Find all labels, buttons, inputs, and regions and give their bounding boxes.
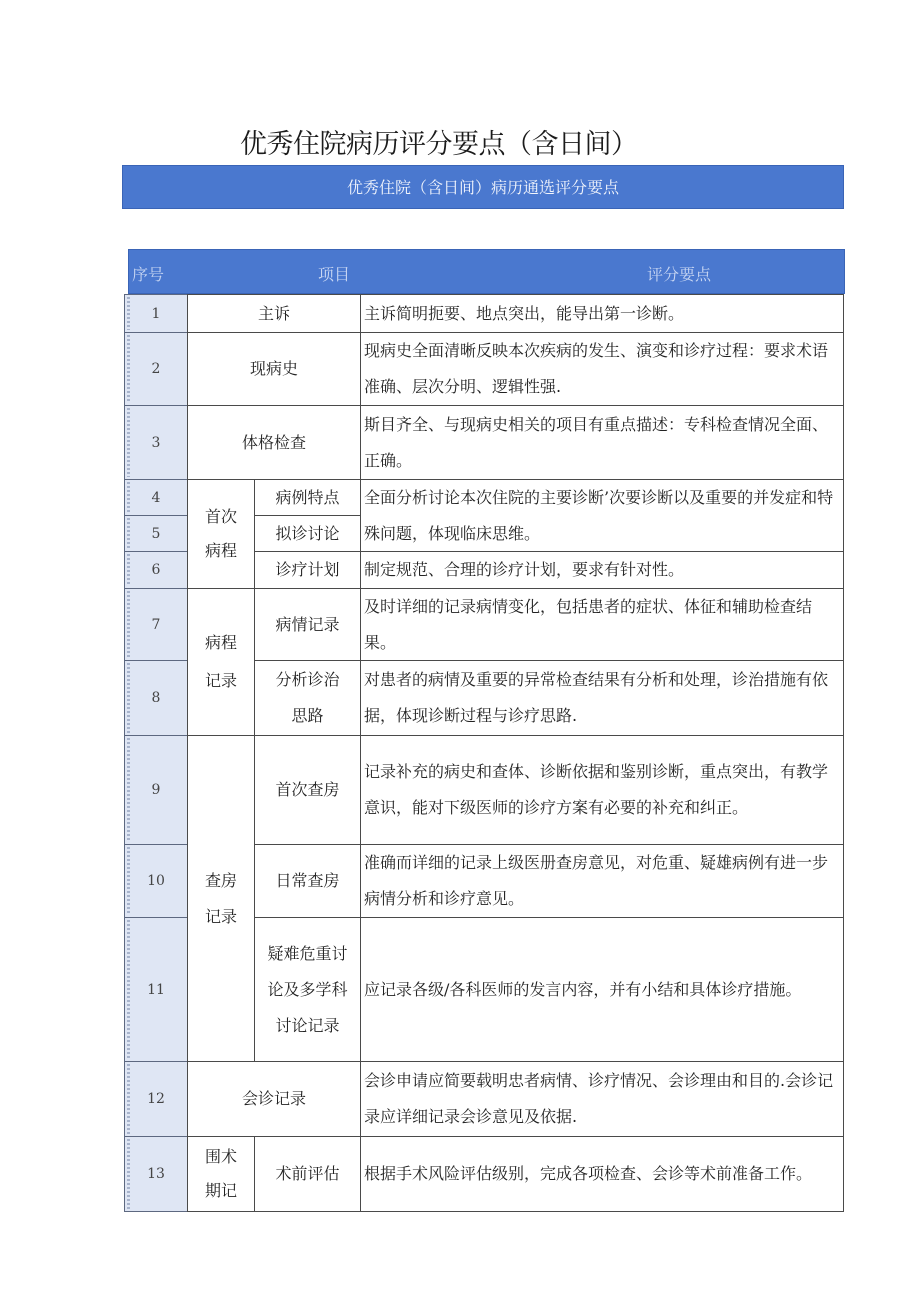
row-item: 会诊记录 — [187, 1061, 361, 1137]
row-points: 及时详细的记录病情变化，包括患者的症状、体征和辅助检查结果。 — [360, 588, 844, 661]
row-points: 记录补充的病史和查体、诊断依据和鉴别诊断，重点突出，有教学意识，能对下级医师的诊疗方案有必要的补充和纠正。 — [360, 735, 844, 845]
row-number: 11 — [124, 917, 188, 1062]
row-item: 首次查房 — [254, 735, 361, 845]
row-number: 12 — [124, 1061, 188, 1137]
row-number: 1 — [124, 294, 188, 333]
section-banner: 优秀住院（含日间）病历通选评分要点 — [122, 165, 844, 209]
row-number: 10 — [124, 844, 188, 918]
row-item: 分析诊治思路 — [254, 660, 361, 736]
row-number: 6 — [124, 551, 188, 589]
row-item: 日常查房 — [254, 844, 361, 918]
row-number: 8 — [124, 660, 188, 736]
row-points: 对患者的病情及重要的异常检查结果有分析和处理，诊治措施有依据，体现诊断过程与诊疗思路. — [360, 660, 844, 736]
row-number: 3 — [124, 405, 188, 480]
row-points: 主诉简明扼要、地点突出，能导出第一诊断。 — [360, 294, 844, 333]
row-item: 体格检查 — [187, 405, 361, 480]
row-points: 制定规范、合理的诊疗计划，要求有针对性。 — [360, 551, 844, 589]
row-item: 术前评估 — [254, 1136, 361, 1212]
scoring-table — [124, 294, 844, 1212]
row-item: 主诉 — [187, 294, 361, 333]
row-item: 病例特点 — [254, 479, 361, 516]
row-points: 应记录各级/各科医师的发言内容，并有小结和具体诊疗措施。 — [360, 917, 844, 1062]
row-number: 7 — [124, 588, 188, 661]
row-points: 会诊申请应简要载明忠者病情、诊疗情况、会诊理由和目的.会诊记录应详细记录会诊意见及依据. — [360, 1061, 844, 1137]
row-number: 13 — [124, 1136, 188, 1212]
row-number: 4 — [124, 479, 188, 516]
row-points: 准确而详细的记录上级医册查房意见，对危重、疑雄病例有进一步病情分析和诊疗意见。 — [360, 844, 844, 918]
table-header — [128, 249, 845, 294]
group-label: 首次病程 — [187, 479, 255, 589]
group-label: 病程记录 — [187, 588, 255, 736]
row-points: 全面分析讨论本次住院的主要诊断’次要诊断以及重要的并发症和特殊问题，体现临床思维。 — [360, 479, 844, 552]
page-title: 优秀住院病历评分要点（含日间） — [240, 129, 638, 160]
group-label: 围术期记 — [187, 1136, 255, 1212]
row-number: 2 — [124, 332, 188, 406]
row-points: 斯目齐全、与现病史相关的项目有重点描述：专科检查情况全面、正确。 — [360, 405, 844, 480]
row-item: 拟诊讨论 — [254, 515, 361, 552]
row-number: 9 — [124, 735, 188, 845]
row-points: 现病史全面清晰反映本次疾病的发生、演变和诊疗过程：要求术语准确、层次分明、逻辑性强. — [360, 332, 844, 406]
row-item: 诊疗计划 — [254, 551, 361, 589]
row-number: 5 — [124, 515, 188, 552]
row-item: 疑难危重讨论及多学科讨论记录 — [254, 917, 361, 1062]
header-col-item: 项目 — [318, 265, 351, 284]
row-item: 病情记录 — [254, 588, 361, 661]
header-col-points: 评分要点 — [647, 265, 712, 284]
group-label: 查房记录 — [187, 735, 255, 1062]
row-points: 根据手术风险评估级别，完成各项检查、会诊等术前准备工作。 — [360, 1136, 844, 1212]
row-item: 现病史 — [187, 332, 361, 406]
header-col-no: 序号 — [132, 265, 165, 284]
